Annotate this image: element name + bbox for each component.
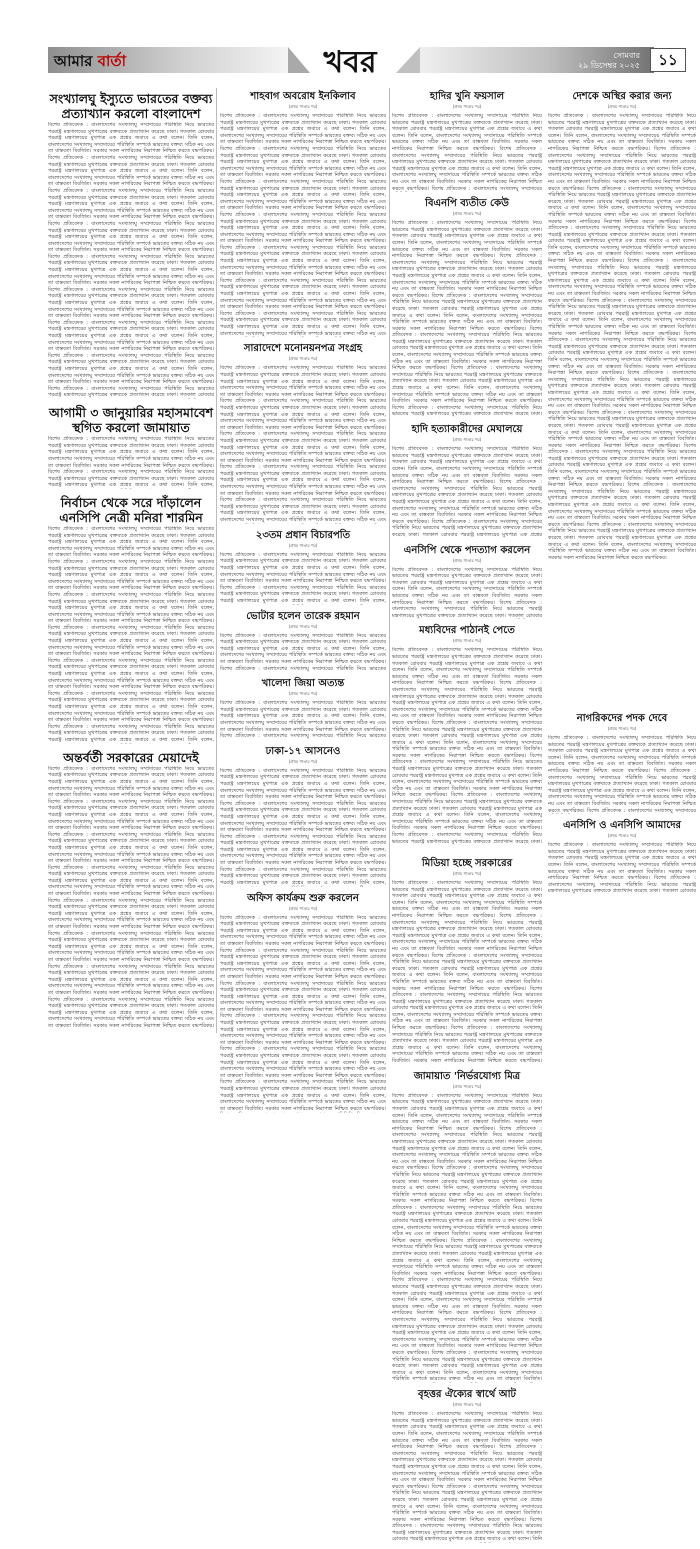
- story-body: বিশেষ প্রতিবেদক : বাংলাদেশের সংখ্যালঘু সম্প্রদায়ের পরিস্থিতি নিয়ে ভারতের পররাষ্ট্র মন্ত্রণালয়ের মুখপাত্রের বক্তব্যকে প্রত্যাখ্যান করেছে ঢাকা। গতকাল রোববার পররাষ্ট্র মন্ত্রণালয়ের মুখপাত্র এক প্রশ্নের জবাবে এ কথা বলেন। তিনি বলেন, বাংলাদেশের সংখ্যালঘু সম্প্রদায়ের পরিস্থিতি সম্পর্কে ভারতের বক্তব্য সঠিক নয় এবং তা বাস্তবতা বিবর্জিত। সরকার সকল নাগরিকের নিরাপত্তা নিশ্চিত করতে বদ্ধপরিকর। বিশেষ প্রতিবেদক : বাংলাদেশের সংখ্যালঘু সম্প্রদায়ের পরিস্থিতি নিয়ে ভারতের পররাষ্ট্র মন্ত্রণালয়ের মুখপাত্রের বক্তব্যকে প্রত্যাখ্যান করেছে ঢাকা। গতকাল রোববার পররাষ্ট্র মন্ত্রণালয়ের মুখপাত্র এক প্রশ্নের জবাবে এ কথা বলেন। তিনি বলেন, বাংলাদেশের সংখ্যালঘু সম্প্রদায়ের পরিস্থিতি সম্পর্কে ভারতের বক্তব্য সঠিক নয় এবং তা বাস্তবতা বিবর্জিত। সরকার সকল নাগরিকের নিরাপত্তা নিশ্চিত করতে বদ্ধপরিকর। বিশেষ প্রতিবেদক : বাংলাদেশের সংখ্যালঘু সম্প্রদায়ের: [548, 735, 696, 814]
- story-body: বিশেষ প্রতিবেদক : বাংলাদেশের সংখ্যালঘু সম্প্রদায়ের পরিস্থিতি নিয়ে ভারতের পররাষ্ট্র মন্ত্রণালয়ের মুখপাত্রের বক্তব্যকে প্রত্যাখ্যান করেছে ঢাকা। গতকাল রোববার পররাষ্ট্র মন্ত্রণালয়ের মুখপাত্র এক প্রশ্নের জবাবে এ কথা বলেন। তিনি বলেন, বাংলাদেশের সংখ্যালঘু সম্প্রদায়ের পরিস্থিতি সম্পর্কে ভারতের বক্তব্য সঠিক নয় এবং তা বাস্তবতা বিবর্জিত। সরকার সকল নাগরিকের নিরাপত্তা নিশ্চিত করতে বদ্ধপরিকর। বিশেষ প্রতিবেদক : বাংলাদেশের সংখ্যালঘু সম্প্রদায়ের পরিস্থিতি নিয়ে ভারতের পররাষ্ট্র মন্ত্রণালয়ের মুখপাত্রের বক্তব্যকে প্রত্যাখ্যান করেছে ঢাকা। গতকাল রোববার পররাষ্ট্র মন্ত্রণালয়ের মুখপাত্র এক প্রশ্নের জবাবে এ কথা বলেন। তিনি বলেন, বাংলাদেশের সংখ্যালঘু সম্প্রদায়ের পরিস্থিতি সম্পর্কে ভারতের বক্তব্য সঠিক নয় এবং তা বাস্তবতা বিবর্জিত। সরকার সকল নাগরিকের নিরাপত্তা নিশ্চিত করতে বদ্ধপরিকর। বিশেষ প্রতিবেদক : বাংলাদেশের সংখ্যালঘু সম্প্রদায়ের পরিস্থিতি নিয়ে ভারতের পররাষ্ট্র মন্ত্রণালয়ের মুখপাত্রের বক্তব্যকে প্রত্যাখ্যান করেছে ঢাকা। গতকাল রোববার পররাষ্ট্র মন্ত্রণালয়ের মুখপাত্র এক প্রশ্নের জবাবে এ কথা বলেন। তিনি বলেন, বাংলাদেশের সংখ্যালঘু সম্প্রদায়ের পরিস্থিতি সম্পর্কে ভারতের বক্তব্য সঠিক নয় এবং তা বাস্তবতা বিবর্জিত। সরকার সকল নাগরিকের নিরাপত্তা নিশ্চিত করতে বদ্ধপরিকর। বিশেষ প্রতিবেদক : বাংলাদেশের সংখ্যালঘু সম্প্রদায়ের পরিস্থিতি নিয়ে ভারতের পররাষ্ট্র মন্ত্রণালয়ের মুখপাত্রের বক্তব্যকে প্রত্যাখ্যান করেছে ঢাকা। গতকাল রোববার পররাষ্ট্র মন্ত্রণালয়ের মুখপাত্র এক প্রশ্নের জবাবে এ কথা বলেন। তিনি বলেন, বাংলাদেশের সংখ্যালঘু সম্প্রদায়ের পরিস্থিতি সম্পর্কে ভারতের বক্তব্য সঠিক নয় এবং তা বাস্তবতা বিবর্জিত। সরকার সকল নাগরিকের নিরাপত্তা নিশ্চিত করতে বদ্ধপরিকর। বিশেষ প্রতিবেদক : বাংলাদেশের সংখ্যালঘু সম্প্রদায়ের পরিস্থিতি নিয়ে ভারতের পররাষ্ট্র মন্ত্রণালয়ের মুখপাত্রের বক্তব্যকে প্রত্যাখ্যান করেছে ঢাকা। গতকাল রোববার পররাষ্ট্র মন্ত্রণালয়ের মুখপাত্র এক প্রশ্নের জবাবে এ কথা বলেন। তিনি বলেন, বাংলাদেশের সংখ্যালঘু সম্প্রদায়ের পরিস্থিতি সম্পর্কে ভারতের বক্তব্য সঠিক নয় এবং তা বাস্তবতা বিবর্জিত। সরকার সকল নাগরিকের নিরাপত্তা নিশ্চিত করতে বদ্ধপরিকর। বিশেষ প্রতিবেদক : বাংলাদেশের সংখ্যালঘু সম্প্রদায়ের পরিস্থিতি নিয়ে ভারতের পররাষ্ট্র মন্ত্রণালয়ের মুখপাত্রের বক্তব্যকে প্রত্যাখ্যান করেছে ঢাকা। গতকাল রোববার পররাষ্ট্র মন্ত্রণালয়ের মুখপাত্র এক প্রশ্নের জবাবে এ কথা বলেন। তিনি বলেন, বাংলাদেশের সংখ্যালঘু সম্প্রদায়ের পরিস্থিতি সম্পর্কে ভারতের বক্তব্য সঠিক নয় এবং তা বাস্তবতা বিবর্জিত। সরকার সকল নাগরিকের নিরাপত্তা নিশ্চিত করতে বদ্ধপরিকর। বিশেষ প্রতিবেদক : বাংলাদেশের সংখ্যালঘু সম্প্রদায়ের পরিস্থিতি নিয়ে ভারতের পররাষ্ট্র মন্ত্রণালয়ের মুখপাত্রের বক্তব্যকে প্রত্যাখ্যান করেছে ঢাকা। গতকাল রোববার পররাষ্ট্র মন্ত্রণালয়ের মুখপাত্র এক প্রশ্নের জবাবে এ কথা বলেন। তিনি বলেন, বাংলাদেশের সংখ্যালঘু সম্প্রদায়ের পরিস্থিতি সম্পর্কে ভারতের বক্তব্য সঠিক নয় এবং তা বাস্তবতা বিবর্জিত। সরকার সকল নাগরিকের নিরাপত্তা নিশ্চিত করতে বদ্ধপরিকর। বিশেষ প্রতিবেদক : বাংলাদেশের সংখ্যালঘু সম্প্রদায়ের পরিস্থিতি নিয়ে ভারতের পররাষ্ট্র মন্ত্রণালয়ের মুখপাত্রের বক্তব্যকে প্রত্যাখ্যান করেছে ঢাকা। গতকাল রোববার পররাষ্ট্র মন্ত্রণালয়ের মুখপাত্র এক প্রশ্নের জবাবে এ কথা বলেন। তিনি বলেন, বাংলাদেশের সংখ্যালঘু সম্প্রদায়ের পরিস্থিতি সম্পর্কে ভারতের বক্তব্য সঠিক নয় এবং তা বাস্তবতা বিবর্জিত।: [392, 1092, 542, 1383]
- continued-from-label: (প্রথম পাতার পর): [452, 871, 482, 876]
- column-1: [48, 88, 214, 1036]
- column-divider: [389, 88, 390, 1033]
- story-headline[interactable]: এনসিপি থেকে পদত্যাগ করলেন: [403, 544, 531, 556]
- logo-text-accent: বার্তা: [97, 52, 126, 70]
- page-number: ১১: [650, 48, 686, 72]
- column-3: [392, 88, 542, 851]
- story-body: বিশেষ প্রতিবেদক : বাংলাদেশের সংখ্যালঘু সম্প্রদায়ের পরিস্থিতি নিয়ে ভারতের পররাষ্ট্র মন্ত্রণালয়ের মুখপাত্রের বক্তব্যকে প্রত্যাখ্যান করেছে ঢাকা। গতকাল রোববার পররাষ্ট্র মন্ত্রণালয়ের মুখপাত্র এক প্রশ্নের জবাবে এ কথা বলেন। তিনি বলেন, বাংলাদেশের সংখ্যালঘু সম্প্রদায়ের পরিস্থিতি সম্পর্কে ভারতের বক্তব্য সঠিক নয় এবং তা বাস্তবতা বিবর্জিত। সরকার সকল নাগরিকের নিরাপত্তা নিশ্চিত করতে বদ্ধপরিকর। বিশেষ প্রতিবেদক : বাংলাদেশের সংখ্যালঘু সম্প্রদায়ের পরিস্থিতি নিয়ে ভারতের পররাষ্ট্র মন্ত্রণালয়ের মুখপাত্রের বক্তব্যকে প্রত্যাখ্যান করেছে ঢাকা। গতকাল রোববার পররাষ্ট্র মন্ত্রণালয়ের মুখপাত্র এক প্রশ্নের জবাবে এ কথা বলেন। তিনি বলেন, বাংলাদেশের সংখ্যালঘু সম্প্রদায়ের পরিস্থিতি সম্পর্কে ভারতের বক্তব্য সঠিক নয় এবং তা বাস্তবতা বিবর্জিত। সরকার সকল নাগরিকের নিরাপত্তা নিশ্চিত করতে বদ্ধপরিকর। বিশেষ প্রতিবেদক : বাংলাদেশের সংখ্যালঘু সম্প্রদায়ের পরিস্থিতি নিয়ে ভারতের পররাষ্ট্র মন্ত্রণালয়ের মুখপাত্রের বক্তব্যকে প্রত্যাখ্যান করেছে ঢাকা। গতকাল রোববার পররাষ্ট্র মন্ত্রণালয়ের মুখপাত্র এক প্রশ্নের জবাবে এ কথা বলেন। তিনি বলেন, বাংলাদেশের সংখ্যালঘু সম্প্রদায়ের পরিস্থিতি সম্পর্কে ভারতের বক্তব্য সঠিক নয় এবং তা বাস্তবতা বিবর্জিত। সরকার সকল নাগরিকের নিরাপত্তা নিশ্চিত করতে বদ্ধপরিকর। বিশেষ প্রতিবেদক : বাংলাদেশের সংখ্যালঘু সম্প্রদায়ের পরিস্থিতি নিয়ে ভারতের পররাষ্ট্র মন্ত্রণালয়ের মুখপাত্রের বক্তব্যকে প্রত্যাখ্যান করেছে ঢাকা। গতকাল রোববার পররাষ্ট্র মন্ত্রণালয়ের মুখপাত্র এক প্রশ্নের জবাবে এ কথা বলেন। তিনি বলেন, বাংলাদেশের সংখ্যালঘু সম্প্রদায়ের পরিস্থিতি সম্পর্কে ভারতের বক্তব্য সঠিক নয় এবং তা বাস্তবতা বিবর্জিত। সরকার সকল নাগরিকের নিরাপত্তা নিশ্চিত করতে বদ্ধপরিকর। বিশেষ প্রতিবেদক : বাংলাদেশের সংখ্যালঘু সম্প্রদায়ের পরিস্থিতি নিয়ে ভারতের পররাষ্ট্র মন্ত্রণালয়ের মুখপাত্রের বক্তব্যকে প্রত্যাখ্যান করেছে ঢাকা। গতকাল রোববার পররাষ্ট্র মন্ত্রণালয়ের মুখপাত্র এক প্রশ্নের জবাবে এ কথা বলেন। তিনি বলেন, বাংলাদেশের সংখ্যালঘু সম্প্রদায়ের পরিস্থিতি সম্পর্কে ভারতের বক্তব্য সঠিক নয় এবং তা বাস্তবতা বিবর্জিত। সরকার সকল নাগরিকের নিরাপত্তা নিশ্চিত করতে বদ্ধপরিকর। বিশেষ প্রতিবেদক : বাংলাদেশের সংখ্যালঘু সম্প্রদায়ের পরিস্থিতি নিয়ে ভারতের পররাষ্ট্র মন্ত্রণালয়ের মুখপাত্রের বক্তব্যকে প্রত্যাখ্যান করেছে ঢাকা। গতকাল রোববার পররাষ্ট্র মন্ত্রণালয়ের মুখপাত্র এক প্রশ্নের জবাবে এ কথা বলেন। তিনি বলেন, বাংলাদেশের সংখ্যালঘু সম্প্রদায়ের পরিস্থিতি সম্পর্কে ভারতের বক্তব্য সঠিক নয় এবং তা বাস্তবতা বিবর্জিত। সরকার সকল নাগরিকের নিরাপত্তা নিশ্চিত করতে বদ্ধপরিকর।: [220, 914, 386, 1112]
- news-story: [48, 495, 214, 744]
- story-body: বিশেষ প্রতিবেদক : বাংলাদেশের সংখ্যালঘু সম্প্রদায়ের পরিস্থিতি নিয়ে ভারতের পররাষ্ট্র মন্ত্রণালয়ের মুখপাত্রের বক্তব্যকে প্রত্যাখ্যান করেছে ঢাকা। গতকাল রোববার পররাষ্ট্র মন্ত্রণালয়ের মুখপাত্র এক প্রশ্নের জবাবে এ কথা বলেন। তিনি বলেন, বাংলাদেশের সংখ্যালঘু সম্প্রদায়ের পরিস্থিতি সম্পর্কে ভারতের বক্তব্য সঠিক নয় এবং তা বাস্তবতা বিবর্জিত। সরকার সকল নাগরিকের নিরাপত্তা নিশ্চিত করতে বদ্ধপরিকর। বিশেষ প্রতিবেদক : বাংলাদেশের সংখ্যালঘু সম্প্রদায়ের পরিস্থিতি নিয়ে ভারতের পররাষ্ট্র মন্ত্রণালয়ের মুখপাত্রের বক্তব্যকে প্রত্যাখ্যান করেছে ঢাকা। গতকাল রোববার পররাষ্ট্র মন্ত্রণালয়ের মুখপাত্র এক প্রশ্নের জবাবে এ কথা বলেন। তিনি বলেন, বাংলাদেশের সংখ্যালঘু সম্প্রদায়ের পরিস্থিতি সম্পর্কে ভারতের বক্তব্য সঠিক নয় এবং তা বাস্তবতা বিবর্জিত। সরকার সকল নাগরিকের নিরাপত্তা নিশ্চিত করতে বদ্ধপরিকর। বিশেষ প্রতিবেদক : বাংলাদেশের সংখ্যালঘু সম্প্রদায়ের পরিস্থিতি নিয়ে ভারতের পররাষ্ট্র মন্ত্রণালয়ের মুখপাত্রের বক্তব্যকে প্রত্যাখ্যান করেছে ঢাকা। গতকাল রোববার পররাষ্ট্র মন্ত্রণালয়ের মুখপাত্র এক প্রশ্নের জবাবে এ কথা বলেন। তিনি বলেন, বাংলাদেশের সংখ্যালঘু সম্প্রদায়ের পরিস্থিতি সম্পর্কে ভারতের বক্তব্য সঠিক নয় এবং তা বাস্তবতা বিবর্জিত। সরকার সকল নাগরিকের নিরাপত্তা নিশ্চিত করতে বদ্ধপরিকর। বিশেষ প্রতিবেদক : বাংলাদেশের সংখ্যালঘু সম্প্রদায়ের পরিস্থিতি নিয়ে ভারতের পররাষ্ট্র মন্ত্রণালয়ের মুখপাত্রের বক্তব্যকে প্রত্যাখ্যান করেছে ঢাকা। গতকাল রোববার পররাষ্ট্র মন্ত্রণালয়ের মুখপাত্র এক প্রশ্নের জবাবে এ কথা বলেন। তিনি বলেন, বাংলাদেশের সংখ্যালঘু সম্প্রদায়ের পরিস্থিতি সম্পর্কে ভারতের বক্তব্য সঠিক নয় এবং তা বাস্তবতা বিবর্জিত। সরকার সকল নাগরিকের নিরাপত্তা নিশ্চিত করতে বদ্ধপরিকর। বিশেষ প্রতিবেদক : বাংলাদেশের সংখ্যালঘু সম্প্রদায়ের পরিস্থিতি নিয়ে ভারতের পররাষ্ট্র মন্ত্রণালয়ের মুখপাত্রের বক্তব্যকে প্রত্যাখ্যান করেছে ঢাকা। গতকাল রোববার পররাষ্ট্র মন্ত্রণালয়ের মুখপাত্র এক প্রশ্নের জবাবে এ কথা বলেন। তিনি বলেন, বাংলাদেশের সংখ্যালঘু সম্প্রদায়ের পরিস্থিতি সম্পর্কে ভারতের বক্তব্য সঠিক নয় এবং তা বাস্তবতা বিবর্জিত। সরকার সকল নাগরিকের নিরাপত্তা নিশ্চিত করতে বদ্ধপরিকর। বিশেষ প্রতিবেদক : বাংলাদেশের সংখ্যালঘু সম্প্রদায়ের পরিস্থিতি নিয়ে ভারতের পররাষ্ট্র মন্ত্রণালয়ের মুখপাত্রের বক্তব্যকে প্রত্যাখ্যান করেছে ঢাকা। গতকাল রোববার পররাষ্ট্র মন্ত্রণালয়ের মুখপাত্র এক প্রশ্নের জবাবে এ কথা বলেন। তিনি বলেন, বাংলাদেশের সংখ্যালঘু সম্প্রদায়ের পরিস্থিতি সম্পর্কে ভারতের বক্তব্য সঠিক নয় এবং তা বাস্তবতা বিবর্জিত। সরকার সকল নাগরিকের নিরাপত্তা নিশ্চিত করতে বদ্ধপরিকর। বিশেষ প্রতিবেদক : বাংলাদেশের সংখ্যালঘু সম্প্রদায়ের পরিস্থিতি নিয়ে ভারতের পররাষ্ট্র মন্ত্রণালয়ের মুখপাত্রের বক্তব্যকে প্রত্যাখ্যান করেছে ঢাকা। গতকাল রোববার পররাষ্ট্র মন্ত্রণালয়ের মুখপাত্র এক প্রশ্নের জবাবে এ কথা বলেন। তিনি বলেন, বাংলাদেশের সংখ্যালঘু সম্প্রদায়ের পরিস্থিতি সম্পর্কে ভারতের বক্তব্য সঠিক নয় এবং: [220, 113, 386, 337]
- news-story: [220, 893, 386, 1113]
- continued-from-label: (প্রথম পাতার পর): [452, 211, 482, 217]
- news-story: [392, 91, 542, 192]
- continued-from-label: (প্রথম পাতার পর): [288, 691, 318, 697]
- story-body: বিশেষ প্রতিবেদক : বাংলাদেশের সংখ্যালঘু সম্প্রদায়ের পরিস্থিতি নিয়ে ভারতের পররাষ্ট্র মন্ত্রণালয়ের মুখপাত্রের বক্তব্যকে প্রত্যাখ্যান করেছে ঢাকা। গতকাল রোববার পররাষ্ট্র মন্ত্রণালয়ের মুখপাত্র এক প্রশ্নের জবাবে এ কথা বলেন। তিনি বলেন, বাংলাদেশের সংখ্যালঘু সম্প্রদায়ের পরিস্থিতি সম্পর্কে ভারতের বক্তব্য সঠিক নয় এবং তা বাস্তবতা বিবর্জিত। সরকার সকল নাগরিকের নিরাপত্তা নিশ্চিত করতে বদ্ধপরিকর। বিশেষ প্রতিবেদক : বাংলাদেশের সংখ্যালঘু সম্প্রদায়ের পরিস্থিতি নিয়ে ভারতের পররাষ্ট্র মন্ত্রণালয়ের মুখপাত্রের বক্তব্যকে প্রত্যাখ্যান করেছে ঢাকা। গতকাল রোববার পররাষ্ট্র মন্ত্রণালয়ের মুখপাত্র এক প্রশ্নের জবাবে এ কথা বলেন। তিনি বলেন, বাংলাদেশের সংখ্যালঘু সম্প্রদায়ের পরিস্থিতি সম্পর্কে ভারতের বক্তব্য সঠিক নয় এবং তা বাস্তবতা বিবর্জিত। সরকার সকল নাগরিকের নিরাপত্তা নিশ্চিত করতে বদ্ধপরিকর। বিশেষ প্রতিবেদক : বাংলাদেশের সংখ্যালঘু সম্প্রদায়ের পরিস্থিতি নিয়ে ভারতের পররাষ্ট্র মন্ত্রণালয়ের মুখপাত্রের বক্তব্যকে প্রত্যাখ্যান করেছে ঢাকা। গতকাল রোববার পররাষ্ট্র মন্ত্রণালয়ের মুখপাত্র এক প্রশ্নের জবাবে এ কথা বলেন। তিনি বলেন, বাংলাদেশের সংখ্যালঘু সম্প্রদায়ের পরিস্থিতি সম্পর্কে ভারতের বক্তব্য সঠিক নয় এবং তা বাস্তবতা বিবর্জিত। সরকার সকল নাগরিকের নিরাপত্তা নিশ্চিত করতে বদ্ধপরিকর। বিশেষ প্রতিবেদক : বাংলাদেশের সংখ্যালঘু সম্প্রদায়ের পরিস্থিতি নিয়ে ভারতের পররাষ্ট্র মন্ত্রণালয়ের মুখপাত্রের বক্তব্যকে প্রত্যাখ্যান করেছে ঢাকা। গতকাল রোববার পররাষ্ট্র মন্ত্রণালয়ের মুখপাত্র এক প্রশ্নের জবাবে এ কথা বলেন। তিনি বলেন,: [220, 767, 386, 886]
- story-headline[interactable]: ২৩তম প্রধান বিচারপতি: [255, 529, 351, 541]
- issue-date: ২৯ ডিসেম্বর ২০২৫: [577, 61, 640, 70]
- continued-from-label: (প্রথম পাতার পর): [452, 557, 482, 563]
- story-headline[interactable]: খালেদা জিয়া অত্যন্ত: [261, 678, 345, 690]
- story-body: বিশেষ প্রতিবেদক : বাংলাদেশের সংখ্যালঘু সম্প্রদায়ের পরিস্থিতি নিয়ে ভারতের পররাষ্ট্র মন্ত্রণালয়ের মুখপাত্রের বক্তব্যকে প্রত্যাখ্যান করেছে ঢাকা। গতকাল রোববার পররাষ্ট্র মন্ত্রণালয়ের মুখপাত্র এক প্রশ্নের জবাবে এ কথা বলেন। তিনি বলেন, বাংলাদেশের সংখ্যালঘু সম্প্রদায়ের পরিস্থিতি সম্পর্কে ভারতের বক্তব্য সঠিক নয় এবং তা বাস্তবতা বিবর্জিত। সরকার সকল নাগরিকের নিরাপত্তা নিশ্চিত করতে বদ্ধপরিকর। বিশেষ প্রতিবেদক : বাংলাদেশের সংখ্যালঘু সম্প্রদায়ের পরিস্থিতি নিয়ে ভারতের পররাষ্ট্র মন্ত্রণালয়ের মুখপাত্রের বক্তব্যকে প্রত্যাখ্যান করেছে ঢাকা। গতকাল রোববার পররাষ্ট্র মন্ত্রণালয়ের মুখপাত্র এক প্রশ্নের জবাবে এ কথা বলেন। তিনি বলেন, বাংলাদেশের সংখ্যালঘু সম্প্রদায়ের পরিস্থিতি সম্পর্কে ভারতের বক্তব্য সঠিক নয় এবং তা বাস্তবতা বিবর্জিত। সরকার সকল নাগরিকের নিরাপত্তা নিশ্চিত করতে বদ্ধপরিকর। বিশেষ প্রতিবেদক : বাংলাদেশের সংখ্যালঘু সম্প্রদায়ের পরিস্থিতি নিয়ে ভারতের পররাষ্ট্র মন্ত্রণালয়ের মুখপাত্রের বক্তব্যকে প্রত্যাখ্যান করেছে ঢাকা। গতকাল রোববার পররাষ্ট্র মন্ত্রণালয়ের মুখপাত্র এক প্রশ্নের: [392, 446, 542, 538]
- column-divider: [216, 88, 217, 1033]
- story-body: বিশেষ প্রতিবেদক : বাংলাদেশের সংখ্যালঘু সম্প্রদায়ের পরিস্থিতি নিয়ে ভারতের পররাষ্ট্র মন্ত্রণালয়ের মুখপাত্রের বক্তব্যকে প্রত্যাখ্যান করেছে ঢাকা। গতকাল রোববার পররাষ্ট্র মন্ত্রণালয়ের মুখপাত্র এক প্রশ্নের জবাবে এ কথা বলেন। তিনি বলেন, বাংলাদেশের সংখ্যালঘু সম্প্রদায়ের পরিস্থিতি সম্পর্কে ভারতের বক্তব্য সঠিক নয় এবং তা বাস্তবতা বিবর্জিত। সরকার সকল নাগরিকের নিরাপত্তা নিশ্চিত করতে বদ্ধপরিকর। বিশেষ প্রতিবেদক : বাংলাদেশের সংখ্যালঘু সম্প্রদায়ের পরিস্থিতি নিয়ে ভারতের পররাষ্ট্র মন্ত্রণালয়ের মুখপাত্রের বক্তব্যকে প্রত্যাখ্যান করেছে ঢাকা। গতকাল রোববার পররাষ্ট্র মন্ত্রণালয়ের মুখপাত্র এক প্রশ্নের জবাবে এ কথা বলেন। তিনি বলেন, বাংলাদেশের সংখ্যালঘু সম্প্রদায়ের পরিস্থিতি সম্পর্কে ভারতের বক্তব্য সঠিক নয় এবং তা বাস্তবতা বিবর্জিত। সরকার সকল নাগরিকের নিরাপত্তা নিশ্চিত করতে বদ্ধপরিকর। বিশেষ প্রতিবেদক : বাংলাদেশের সংখ্যালঘু সম্প্রদায়ের পরিস্থিতি নিয়ে ভারতের পররাষ্ট্র মন্ত্রণালয়ের মুখপাত্রের বক্তব্যকে প্রত্যাখ্যান করেছে ঢাকা। গতকাল রোববার পররাষ্ট্র মন্ত্রণালয়ের মুখপাত্র এক প্রশ্নের জবাবে এ কথা বলেন। তিনি বলেন, বাংলাদেশের সংখ্যালঘু সম্প্রদায়ের পরিস্থিতি সম্পর্কে ভারতের বক্তব্য সঠিক নয় এবং তা বাস্তবতা বিবর্জিত। সরকার সকল নাগরিকের নিরাপত্তা নিশ্চিত করতে বদ্ধপরিকর। বিশেষ প্রতিবেদক : বাংলাদেশের সংখ্যালঘু সম্প্রদায়ের পরিস্থিতি নিয়ে ভারতের পররাষ্ট্র মন্ত্রণালয়ের মুখপাত্রের বক্তব্যকে প্রত্যাখ্যান করেছে ঢাকা। গতকাল রোববার পররাষ্ট্র মন্ত্রণালয়ের মুখপাত্র এক প্রশ্নের জবাবে এ কথা বলেন। তিনি বলেন, বাংলাদেশের সংখ্যালঘু সম্প্রদায়ের পরিস্থিতি সম্পর্কে ভারতের বক্তব্য সঠিক নয় এবং তা বাস্তবতা বিবর্জিত। সরকার সকল নাগরিকের নিরাপত্তা নিশ্চিত করতে বদ্ধপরিকর। বিশেষ প্রতিবেদক : বাংলাদেশের সংখ্যালঘু সম্প্রদায়ের পরিস্থিতি নিয়ে ভারতের পররাষ্ট্র মন্ত্রণালয়ের মুখপাত্রের বক্তব্যকে প্রত্যাখ্যান করেছে ঢাকা। গতকাল রোববার পররাষ্ট্র মন্ত্রণালয়ের মুখপাত্র এক প্রশ্নের জবাবে এ কথা বলেন। তিনি বলেন, বাংলাদেশের সংখ্যালঘু সম্প্রদায়ের পরিস্থিতি সম্পর্কে ভারতের বক্তব্য সঠিক নয় এবং তা বাস্তবতা বিবর্জিত। সরকার সকল নাগরিকের নিরাপত্তা নিশ্চিত করতে বদ্ধপরিকর। বিশেষ প্রতিবেদক : বাংলাদেশের সংখ্যালঘু সম্প্রদায়ের পরিস্থিতি নিয়ে ভারতের পররাষ্ট্র মন্ত্রণালয়ের মুখপাত্রের বক্তব্যকে প্রত্যাখ্যান করেছে ঢাকা। গতকাল রোববার পররাষ্ট্র মন্ত্রণালয়ের মুখপাত্র এক প্রশ্নের জবাবে এ কথা বলেন। তিনি বলেন, বাংলাদেশের সংখ্যালঘু সম্প্রদায়ের পরিস্থিতি সম্পর্কে ভারতের বক্তব্য সঠিক নয় এবং তা বাস্তবতা বিবর্জিত। সরকার সকল নাগরিকের নিরাপত্তা নিশ্চিত করতে বদ্ধপরিকর। বিশেষ প্রতিবেদক : বাংলাদেশের সংখ্যালঘু সম্প্রদায়ের পরিস্থিতি নিয়ে ভারতের পররাষ্ট্র মন্ত্রণালয়ের মুখপাত্রের বক্তব্যকে প্রত্যাখ্যান করেছে ঢাকা। গতকাল রোববার পররাষ্ট্র মন্ত্রণালয়ের মুখপাত্র এক প্রশ্নের জবাবে এ কথা বলেন। তিনি বলেন, বাংলাদেশের সংখ্যালঘু সম্প্রদায়ের পরিস্থিতি সম্পর্কে ভারতের বক্তব্য সঠিক নয় এবং তা বাস্তবতা বিবর্জিত। সরকার সকল নাগরিকের নিরাপত্তা নিশ্চিত করতে বদ্ধপরিকর। বিশেষ প্রতিবেদক : বাংলাদেশের সংখ্যালঘু সম্প্রদায়ের পরিস্থিতি নিয়ে ভারতের পররাষ্ট্র মন্ত্রণালয়ের মুখপাত্রের বক্তব্যকে প্রত্যাখ্যান করেছে ঢাকা। গতকাল রোববার পররাষ্ট্র মন্ত্রণালয়ের মুখপাত্র এক প্রশ্নের জবাবে এ কথা বলেন। তিনি বলেন, বাংলাদেশের সংখ্যালঘু সম্প্রদায়ের পরিস্থিতি সম্পর্কে ভারতের বক্তব্য সঠিক নয় এবং তা বাস্তবতা বিবর্জিত। সরকার সকল নাগরিকের নিরাপত্তা নিশ্চিত করতে বদ্ধপরিকর।: [48, 765, 214, 1029]
- story-body: বিশেষ প্রতিবেদক : বাংলাদেশের সংখ্যালঘু সম্প্রদায়ের পরিস্থিতি নিয়ে ভারতের পররাষ্ট্র মন্ত্রণালয়ের মুখপাত্রের বক্তব্যকে প্রত্যাখ্যান করেছে ঢাকা। গতকাল রোববার পররাষ্ট্র মন্ত্রণালয়ের মুখপাত্র এক প্রশ্নের জবাবে এ কথা বলেন। তিনি বলেন, বাংলাদেশের সংখ্যালঘু সম্প্রদায়ের পরিস্থিতি সম্পর্কে ভারতের বক্তব্য সঠিক নয় এবং তা বাস্তবতা বিবর্জিত। সরকার সকল নাগরিকের নিরাপত্তা নিশ্চিত করতে বদ্ধপরিকর। বিশেষ প্রতিবেদক : বাংলাদেশের সংখ্যালঘু সম্প্রদায়ের পরিস্থিতি নিয়ে ভারতের পররাষ্ট্র মন্ত্রণালয়ের মুখপাত্রের বক্তব্যকে প্রত্যাখ্যান করেছে ঢাকা। গতকাল রোববার পররাষ্ট্র মন্ত্রণালয়ের মুখপাত্র এক প্রশ্নের জবাবে এ কথা বলেন। তিনি বলেন, বাংলাদেশের সংখ্যালঘু সম্প্রদায়ের পরিস্থিতি সম্পর্কে ভারতের বক্তব্য সঠিক নয় এবং তা বাস্তবতা বিবর্জিত। সরকার সকল নাগরিকের নিরাপত্তা নিশ্চিত করতে বদ্ধপরিকর। বিশেষ প্রতিবেদক : বাংলাদেশের সংখ্যালঘু সম্প্রদায়ের পরিস্থিতি নিয়ে ভারতের পররাষ্ট্র মন্ত্রণালয়ের মুখপাত্রের বক্তব্যকে প্রত্যাখ্যান করেছে ঢাকা। গতকাল রোববার পররাষ্ট্র মন্ত্রণালয়ের মুখপাত্র এক প্রশ্নের জবাবে এ কথা বলেন। তিনি বলেন, বাংলাদেশের সংখ্যালঘু সম্প্রদায়ের পরিস্থিতি সম্পর্কে ভারতের বক্তব্য সঠিক নয় এবং তা বাস্তবতা বিবর্জিত। সরকার সকল নাগরিকের নিরাপত্তা নিশ্চিত করতে বদ্ধপরিকর। বিশেষ প্রতিবেদক : বাংলাদেশের সংখ্যালঘু সম্প্রদায়ের পরিস্থিতি নিয়ে ভারতের পররাষ্ট্র মন্ত্রণালয়ের মুখপাত্রের বক্তব্যকে প্রত্যাখ্যান করেছে ঢাকা। গতকাল রোববার পররাষ্ট্র মন্ত্রণালয়ের মুখপাত্র এক প্রশ্নের জবাবে এ কথা বলেন। তিনি বলেন, বাংলাদেশের সংখ্যালঘু সম্প্রদায়ের পরিস্থিতি সম্পর্কে ভারতের বক্তব্য সঠিক নয় এবং তা বাস্তবতা বিবর্জিত। সরকার সকল নাগরিকের নিরাপত্তা নিশ্চিত করতে বদ্ধপরিকর। বিশেষ প্রতিবেদক : বাংলাদেশের সংখ্যালঘু সম্প্রদায়ের পরিস্থিতি নিয়ে ভারতের পররাষ্ট্র মন্ত্রণালয়ের মুখপাত্রের বক্তব্যকে প্রত্যাখ্যান করেছে ঢাকা। গতকাল রোববার পররাষ্ট্র মন্ত্রণালয়ের মুখপাত্র এক প্রশ্নের জবাবে এ কথা বলেন। তিনি বলেন, বাংলাদেশের সংখ্যালঘু সম্প্রদায়ের পরিস্থিতি সম্পর্কে ভারতের বক্তব্য সঠিক নয় এবং তা বাস্তবতা বিবর্জিত। সরকার সকল নাগরিকের নিরাপত্তা নিশ্চিত করতে বদ্ধপরিকর। বিশেষ প্রতিবেদক : বাংলাদেশের সংখ্যালঘু সম্প্রদায়ের পরিস্থিতি নিয়ে ভারতের পররাষ্ট্র মন্ত্রণালয়ের মুখপাত্রের বক্তব্যকে প্রত্যাখ্যান করেছে ঢাকা। গতকাল রোববার পররাষ্ট্র মন্ত্রণালয়ের মুখপাত্র এক প্রশ্নের জবাবে এ কথা বলেন। তিনি বলেন, বাংলাদেশের সংখ্যালঘু সম্প্রদায়ের পরিস্থিতি সম্পর্কে ভারতের বক্তব্য সঠিক নয় এবং তা বাস্তবতা বিবর্জিত। সরকার সকল নাগরিকের নিরাপত্তা নিশ্চিত করতে বদ্ধপরিকর। বিশেষ প্রতিবেদক : বাংলাদেশের সংখ্যালঘু সম্প্রদায়ের পরিস্থিতি নিয়ে ভারতের পররাষ্ট্র মন্ত্রণালয়ের মুখপাত্রের বক্তব্যকে প্রত্যাখ্যান করেছে ঢাকা। গতকাল রোববার পররাষ্ট্র মন্ত্রণালয়ের মুখপাত্র এক প্রশ্নের জবাবে এ কথা বলেন। তিনি বলেন, বাংলাদেশের সংখ্যালঘু সম্প্রদায়ের পরিস্থিতি সম্পর্কে ভারতের বক্তব্য সঠিক নয় এবং তা বাস্তবতা বিবর্জিত। সরকার সকল নাগরিকের নিরাপত্তা নিশ্চিত করতে বদ্ধপরিকর। বিশেষ প্রতিবেদক : বাংলাদেশের সংখ্যালঘু সম্প্রদায়ের পরিস্থিতি নিয়ে ভারতের পররাষ্ট্র মন্ত্রণালয়ের মুখপাত্রের বক্তব্যকে প্রত্যাখ্যান করেছে ঢাকা। গতকাল রোববার পররাষ্ট্র মন্ত্রণালয়ের মুখপাত্র এক প্রশ্নের জবাবে এ কথা বলেন। তিনি বলেন, বাংলাদেশের সংখ্যালঘু সম্প্রদায়ের পরিস্থিতি সম্পর্কে ভারতের বক্তব্য সঠিক নয় এবং তা বাস্তবতা বিবর্জিত। সরকার সকল নাগরিকের নিরাপত্তা নিশ্চিত করতে বদ্ধপরিকর। বিশেষ প্রতিবেদক : বাংলাদেশের সংখ্যালঘু সম্প্রদায়ের পরিস্থিতি নিয়ে ভারতের পররাষ্ট্র মন্ত্রণালয়ের মুখপাত্রের বক্তব্যকে প্রত্যাখ্যান করেছে ঢাকা। গতকাল রোববার পররাষ্ট্র মন্ত্রণালয়ের মুখপাত্র এক প্রশ্নের জবাবে এ কথা বলেন। তিনি বলেন, বাংলাদেশের সংখ্যালঘু সম্প্রদায়ের পরিস্থিতি সম্পর্কে ভারতের বক্তব্য সঠিক নয় এবং তা বাস্তবতা বিবর্জিত। সরকার সকল নাগরিকের নিরাপত্তা নিশ্চিত করতে বদ্ধপরিকর। বিশেষ প্রতিবেদক : বাংলাদেশের সংখ্যালঘু সম্প্রদায়ের পরিস্থিতি নিয়ে ভারতের পররাষ্ট্র মন্ত্রণালয়ের মুখপাত্রের বক্তব্যকে প্রত্যাখ্যান করেছে ঢাকা। গতকাল রোববার পররাষ্ট্র মন্ত্রণালয়ের মুখপাত্র এক প্রশ্নের জবাবে এ কথা বলেন। তিনি বলেন, বাংলাদেশের সংখ্যালঘু সম্প্রদায়ের পরিস্থিতি সম্পর্কে ভারতের বক্তব্য সঠিক নয় এবং তা বাস্তবতা বিবর্জিত। সরকার সকল নাগরিকের নিরাপত্তা নিশ্চিত করতে বদ্ধপরিকর। বিশেষ প্রতিবেদক : বাংলাদেশের সংখ্যালঘু সম্প্রদায়ের পরিস্থিতি নিয়ে ভারতের পররাষ্ট্র মন্ত্রণালয়ের মুখপাত্রের বক্তব্যকে প্রত্যাখ্যান করেছে ঢাকা। গতকাল রোববার পররাষ্ট্র মন্ত্রণালয়ের মুখপাত্র এক প্রশ্নের জবাবে এ কথা বলেন। তিনি বলেন, বাংলাদেশের সংখ্যালঘু সম্প্রদায়ের পরিস্থিতি সম্পর্কে ভারতের বক্তব্য সঠিক নয় এবং তা বাস্তবতা বিবর্জিত। সরকার সকল নাগরিকের নিরাপত্তা নিশ্চিত করতে বদ্ধপরিকর। বিশেষ প্রতিবেদক : বাংলাদেশের সংখ্যালঘু সম্প্রদায়ের পরিস্থিতি নিয়ে ভারতের পররাষ্ট্র মন্ত্রণালয়ের মুখপাত্রের বক্তব্যকে প্রত্যাখ্যান করেছে ঢাকা। গতকাল রোববার পররাষ্ট্র মন্ত্রণালয়ের মুখপাত্র এক প্রশ্নের জবাবে এ কথা বলেন। তিনি বলেন, বাংলাদেশের সংখ্যালঘু সম্প্রদায়ের পরিস্থিতি সম্পর্কে ভারতের বক্তব্য সঠিক নয় এবং তা বাস্তবতা বিবর্জিত। সরকার সকল নাগরিকের নিরাপত্তা নিশ্চিত করতে বদ্ধপরিকর।: [548, 113, 696, 561]
- news-story: [220, 91, 386, 337]
- continued-from-label: (প্রথম পাতার পর): [452, 1083, 482, 1089]
- story-body: বিশেষ প্রতিবেদক : বাংলাদেশের সংখ্যালঘু সম্প্রদায়ের পরিস্থিতি নিয়ে ভারতের পররাষ্ট্র মন্ত্রণালয়ের মুখপাত্রের বক্তব্যকে প্রত্যাখ্যান করেছে ঢাকা। গতকাল রোববার পররাষ্ট্র মন্ত্রণালয়ের মুখপাত্র এক প্রশ্নের জবাবে এ কথা বলেন। তিনি বলেন, বাংলাদেশের সংখ্যালঘু সম্প্রদায়ের পরিস্থিতি সম্পর্কে ভারতের বক্তব্য সঠিক নয় এবং তা বাস্তবতা বিবর্জিত। সরকার সকল নাগরিকের নিরাপত্তা নিশ্চিত করতে বদ্ধপরিকর। বিশেষ প্রতিবেদক : বাংলাদেশের সংখ্যালঘু সম্প্রদায়ের পরিস্থিতি নিয়ে ভারতের পররাষ্ট্র মন্ত্রণালয়ের মুখপাত্রের বক্তব্যকে প্রত্যাখ্যান করেছে ঢাকা। গতকাল রোববার পররাষ্ট্র মন্ত্রণালয়ের মুখপাত্র এক প্রশ্নের জবাবে এ কথা বলেন। তিনি বলেন, বাংলাদেশের সংখ্যালঘু সম্প্রদায়ের পরিস্থিতি সম্পর্কে ভারতের বক্তব্য সঠিক নয় এবং তা বাস্তবতা বিবর্জিত। সরকার সকল নাগরিকের নিরাপত্তা নিশ্চিত করতে বদ্ধপরিকর। বিশেষ প্রতিবেদক : বাংলাদেশের সংখ্যালঘু সম্প্রদায়ের পরিস্থিতি নিয়ে ভারতের পররাষ্ট্র মন্ত্রণালয়ের মুখপাত্রের বক্তব্যকে প্রত্যাখ্যান করেছে ঢাকা। গতকাল রোববার পররাষ্ট্র মন্ত্রণালয়ের মুখপাত্র এক প্রশ্নের জবাবে এ কথা বলেন। তিনি বলেন, বাংলাদেশের সংখ্যালঘু সম্প্রদায়ের পরিস্থিতি সম্পর্কে ভারতের বক্তব্য সঠিক নয় এবং তা বাস্তবতা বিবর্জিত। সরকার সকল নাগরিকের নিরাপত্তা নিশ্চিত করতে বদ্ধপরিকর। বিশেষ প্রতিবেদক : বাংলাদেশের সংখ্যালঘু সম্প্রদায়ের পরিস্থিতি নিয়ে ভারতের পররাষ্ট্র মন্ত্রণালয়ের মুখপাত্রের বক্তব্যকে প্রত্যাখ্যান করেছে ঢাকা। গতকাল রোববার পররাষ্ট্র মন্ত্রণালয়ের মুখপাত্র এক প্রশ্নের জবাবে এ কথা বলেন। তিনি বলেন, বাংলাদেশের সংখ্যালঘু সম্প্রদায়ের পরিস্থিতি সম্পর্কে ভারতের বক্তব্য সঠিক নয় এবং তা বাস্তবতা বিবর্জিত। সরকার সকল নাগরিকের নিরাপত্তা নিশ্চিত করতে বদ্ধপরিকর। বিশেষ প্রতিবেদক : বাংলাদেশের সংখ্যালঘু সম্প্রদায়ের পরিস্থিতি নিয়ে ভারতের পররাষ্ট্র মন্ত্রণালয়ের মুখপাত্রের বক্তব্যকে প্রত্যাখ্যান করেছে ঢাকা। গতকাল রোববার পররাষ্ট্র মন্ত্রণালয়ের মুখপাত্র এক প্রশ্নের জবাবে এ কথা বলেন। তিনি বলেন, বাংলাদেশের সংখ্যালঘু সম্প্রদায়ের পরিস্থিতি সম্পর্কে ভারতের বক্তব্য সঠিক নয় এবং তা বাস্তবতা বিবর্জিত। সরকার সকল নাগরিকের নিরাপত্তা নিশ্চিত করতে বদ্ধপরিকর। বিশেষ প্রতিবেদক : বাংলাদেশের সংখ্যালঘু সম্প্রদায়ের পরিস্থিতি নিয়ে ভারতের পররাষ্ট্র মন্ত্রণালয়ের মুখপাত্রের বক্তব্যকে প্রত্যাখ্যান করেছে ঢাকা।: [392, 647, 542, 845]
- story-body: বিশেষ প্রতিবেদক : বাংলাদেশের সংখ্যালঘু সম্প্রদায়ের পরিস্থিতি নিয়ে ভারতের পররাষ্ট্র মন্ত্রণালয়ের মুখপাত্রের বক্তব্যকে প্রত্যাখ্যান করেছে ঢাকা। গতকাল রোববার পররাষ্ট্র মন্ত্রণালয়ের মুখপাত্র এক প্রশ্নের জবাবে এ কথা বলেন। তিনি বলেন, বাংলাদেশের সংখ্যালঘু সম্প্রদায়ের পরিস্থিতি সম্পর্কে ভারতের বক্তব্য সঠিক নয় এবং তা বাস্তবতা বিবর্জিত। সরকার সকল নাগরিকের নিরাপত্তা নিশ্চিত করতে বদ্ধপরিকর। বিশেষ প্রতিবেদক : বাংলাদেশের সংখ্যালঘু সম্প্রদায়ের পরিস্থিতি নিয়ে ভারতের পররাষ্ট্র মন্ত্রণালয়ের মুখপাত্রের বক্তব্যকে প্রত্যাখ্যান করেছে ঢাকা। গতকাল রোববার পররাষ্ট্র মন্ত্রণালয়ের মুখপাত্র এক প্রশ্নের জবাবে এ কথা বলেন। তিনি বলেন, বাংলাদেশের সংখ্যালঘু সম্প্রদায়ের পরিস্থিতি সম্পর্কে ভারতের বক্তব্য সঠিক নয় এবং তা বাস্তবতা বিবর্জিত। সরকার সকল নাগরিকের নিরাপত্তা নিশ্চিত করতে বদ্ধপরিকর। বিশেষ প্রতিবেদক : বাংলাদেশের সংখ্যালঘু সম্প্রদায়ের পরিস্থিতি নিয়ে ভারতের পররাষ্ট্র মন্ত্রণালয়ের মুখপাত্রের বক্তব্যকে প্রত্যাখ্যান করেছে ঢাকা। গতকাল রোববার পররাষ্ট্র মন্ত্রণালয়ের মুখপাত্র এক প্রশ্নের জবাবে এ কথা বলেন। তিনি বলেন, বাংলাদেশের সংখ্যালঘু সম্প্রদায়ের পরিস্থিতি সম্পর্কে ভারতের বক্তব্য সঠিক নয় এবং তা বাস্তবতা বিবর্জিত। সরকার সকল নাগরিকের নিরাপত্তা নিশ্চিত করতে বদ্ধপরিকর। বিশেষ প্রতিবেদক : বাংলাদেশের সংখ্যালঘু সম্প্রদায়ের পরিস্থিতি নিয়ে ভারতের পররাষ্ট্র মন্ত্রণালয়ের মুখপাত্রের বক্তব্যকে প্রত্যাখ্যান করেছে ঢাকা। গতকাল রোববার পররাষ্ট্র মন্ত্রণালয়ের মুখপাত্র এক প্রশ্নের জবাবে এ কথা বলেন। তিনি বলেন, বাংলাদেশের সংখ্যালঘু সম্প্রদায়ের পরিস্থিতি সম্পর্কে ভারতের বক্তব্য সঠিক নয় এবং তা বাস্তবতা বিবর্জিত। সরকার সকল নাগরিকের নিরাপত্তা নিশ্চিত করতে বদ্ধপরিকর। বিশেষ প্রতিবেদক : বাংলাদেশের সংখ্যালঘু সম্প্রদায়ের পরিস্থিতি নিয়ে ভারতের পররাষ্ট্র মন্ত্রণালয়ের মুখপাত্রের বক্তব্যকে প্রত্যাখ্যান করেছে ঢাকা। গতকাল রোববার পররাষ্ট্র মন্ত্রণালয়ের মুখপাত্র এক প্রশ্নের জবাবে এ কথা বলেন। তিনি বলেন, বাংলাদেশের সংখ্যালঘু সম্প্রদায়ের পরিস্থিতি সম্পর্কে ভারতের বক্তব্য সঠিক নয় এবং তা বাস্তবতা বিবর্জিত। সরকার সকল নাগরিকের নিরাপত্তা নিশ্চিত করতে বদ্ধপরিকর।: [392, 880, 542, 1065]
- story-body: বিশেষ প্রতিবেদক : বাংলাদেশের সংখ্যালঘু সম্প্রদায়ের পরিস্থিতি নিয়ে ভারতের পররাষ্ট্র মন্ত্রণালয়ের মুখপাত্রের বক্তব্যকে প্রত্যাখ্যান করেছে ঢাকা। গতকাল রোববার পররাষ্ট্র মন্ত্রণালয়ের মুখপাত্র এক প্রশ্নের জবাবে এ কথা বলেন। তিনি বলেন, বাংলাদেশের সংখ্যালঘু সম্প্রদায়ের পরিস্থিতি সম্পর্কে ভারতের বক্তব্য সঠিক নয় এবং তা বাস্তবতা বিবর্জিত। সরকার সকল নাগরিকের নিরাপত্তা নিশ্চিত করতে বদ্ধপরিকর। বিশেষ প্রতিবেদক : বাংলাদেশের সংখ্যালঘু সম্প্রদায়ের পরিস্থিতি নিয়ে ভারতের পররাষ্ট্র মন্ত্রণালয়ের মুখপাত্রের বক্তব্যকে প্রত্যাখ্যান করেছে ঢাকা। গতকাল রোববার পররাষ্ট্র মন্ত্রণালয়ের মুখপাত্র এক প্রশ্নের জবাবে এ কথা বলেন। তিনি বলেন, বাংলাদেশের সংখ্যালঘু সম্প্রদায়ের পরিস্থিতি সম্পর্কে ভারতের বক্তব্য সঠিক নয় এবং তা বাস্তবতা বিবর্জিত। সরকার সকল নাগরিকের নিরাপত্তা নিশ্চিত করতে বদ্ধপরিকর। বিশেষ প্রতিবেদক : বাংলাদেশের সংখ্যালঘু সম্প্রদায়ের পরিস্থিতি নিয়ে ভারতের পররাষ্ট্র মন্ত্রণালয়ের মুখপাত্রের বক্তব্যকে প্রত্যাখ্যান করেছে ঢাকা। গতকাল রোববার পররাষ্ট্র মন্ত্রণালয়ের মুখপাত্র এক প্রশ্নের জবাবে এ কথা বলেন। তিনি বলেন, বাংলাদেশের সংখ্যালঘু সম্প্রদায়ের পরিস্থিতি সম্পর্কে ভারতের বক্তব্য সঠিক নয় এবং তা বাস্তবতা বিবর্জিত। সরকার সকল নাগরিকের নিরাপত্তা নিশ্চিত করতে বদ্ধপরিকর। বিশেষ প্রতিবেদক : বাংলাদেশের সংখ্যালঘু সম্প্রদায়ের পরিস্থিতি নিয়ে ভারতের পররাষ্ট্র মন্ত্রণালয়ের মুখপাত্রের বক্তব্যকে প্রত্যাখ্যান করেছে ঢাকা। গতকাল রোববার পররাষ্ট্র মন্ত্রণালয়ের মুখপাত্র এক প্রশ্নের জবাবে এ কথা বলেন। তিনি: [392, 1411, 542, 1543]
- story-headline[interactable]: অফিস কার্যক্রম শুরু করলেন: [247, 892, 359, 904]
- story-body: বিশেষ প্রতিবেদক : বাংলাদেশের সংখ্যালঘু সম্প্রদায়ের পরিস্থিতি নিয়ে ভারতের পররাষ্ট্র মন্ত্রণালয়ের মুখপাত্রের বক্তব্যকে প্রত্যাখ্যান করেছে ঢাকা। গতকাল রোববার পররাষ্ট্র মন্ত্রণালয়ের মুখপাত্র এক প্রশ্নের জবাবে এ কথা বলেন। তিনি বলেন, বাংলাদেশের সংখ্যালঘু সম্প্রদায়ের পরিস্থিতি সম্পর্কে ভারতের বক্তব্য সঠিক নয় এবং তা বাস্তবতা বিবর্জিত। সরকার সকল নাগরিকের নিরাপত্তা নিশ্চিত করতে বদ্ধপরিকর। বিশেষ প্রতিবেদক : বাংলাদেশের সংখ্যালঘু সম্প্রদায়ের পরিস্থিতি নিয়ে ভারতের পররাষ্ট্র মন্ত্রণালয়ের মুখপাত্রের বক্তব্যকে প্রত্যাখ্যান করেছে ঢাকা। গতকাল রোববার: [548, 842, 696, 895]
- continued-from-label: (প্রথম পাতার পর): [607, 104, 637, 109]
- continued-from-label: (প্রথম পাতার পর): [452, 104, 482, 109]
- masthead: [0, 0, 700, 80]
- story-headline[interactable]: সংখ্যালঘু ইস্যুতে ভারতের বক্তব্য প্রত্যাখ্যান করলো বাংলাদেশ: [49, 91, 213, 121]
- story-headline[interactable]: বিএনপি ব্যতীত কেউ: [425, 198, 509, 210]
- news-story: [392, 545, 542, 620]
- continued-from-label: (প্রথম পাতার পর): [288, 905, 318, 911]
- story-headline[interactable]: বৃহত্তর ঐক্যের স্বার্থে আট: [418, 1389, 516, 1401]
- story-headline[interactable]: এনসিপি ও এনসিপি আমাদের: [562, 820, 682, 832]
- news-story: [392, 1389, 542, 1543]
- continued-from-label: (প্রথম পাতার পর): [452, 638, 482, 644]
- story-body: বিশেষ প্রতিবেদক : বাংলাদেশের সংখ্যালঘু সম্প্রদায়ের পরিস্থিতি নিয়ে ভারতের পররাষ্ট্র মন্ত্রণালয়ের মুখপাত্রের বক্তব্যকে প্রত্যাখ্যান করেছে ঢাকা। গতকাল রোববার পররাষ্ট্র মন্ত্রণালয়ের মুখপাত্র এক প্রশ্নের জবাবে এ কথা বলেন। তিনি বলেন, বাংলাদেশের সংখ্যালঘু সম্প্রদায়ের পরিস্থিতি সম্পর্কে ভারতের বক্তব্য সঠিক নয় এবং তা বাস্তবতা বিবর্জিত। সরকার সকল নাগরিকের নিরাপত্তা নিশ্চিত করতে বদ্ধপরিকর। বিশেষ প্রতিবেদক : বাংলাদেশের সংখ্যালঘু সম্প্রদায়ের পরিস্থিতি নিয়ে ভারতের: [220, 700, 386, 740]
- news-story: [220, 611, 386, 673]
- story-headline[interactable]: নাগরিকদের পদক দেবে: [576, 713, 668, 724]
- section-title: খবর: [323, 45, 377, 80]
- news-story: [392, 1071, 542, 1383]
- story-headline[interactable]: শাহবাগ অবরোধ ইনকিলাব: [250, 91, 356, 102]
- news-story: [48, 91, 214, 399]
- continued-from-label: (প্রথম পাতার পর): [607, 833, 637, 839]
- newspaper-logo: [54, 50, 126, 75]
- continued-from-label: (প্রথম পাতার পর): [288, 758, 318, 764]
- news-story: [392, 424, 542, 538]
- continued-from-label: (প্রথম পাতার পর): [452, 437, 482, 443]
- news-story: [548, 713, 696, 814]
- story-headline[interactable]: ঢাকা-১৭ আসনেও: [265, 745, 341, 757]
- story-body: বিশেষ প্রতিবেদক : বাংলাদেশের সংখ্যালঘু সম্প্রদায়ের পরিস্থিতি নিয়ে ভারতের পররাষ্ট্র মন্ত্রণালয়ের মুখপাত্রের বক্তব্যকে প্রত্যাখ্যান করেছে ঢাকা। গতকাল রোববার পররাষ্ট্র মন্ত্রণালয়ের মুখপাত্র এক প্রশ্নের জবাবে এ কথা বলেন। তিনি বলেন, বাংলাদেশের সংখ্যালঘু সম্প্রদায়ের পরিস্থিতি সম্পর্কে ভারতের বক্তব্য সঠিক নয় এবং তা বাস্তবতা বিবর্জিত। সরকার সকল নাগরিকের নিরাপত্তা নিশ্চিত করতে বদ্ধপরিকর। বিশেষ প্রতিবেদক : বাংলাদেশের সংখ্যালঘু সম্প্রদায়ের পরিস্থিতি নিয়ে ভারতের পররাষ্ট্র মন্ত্রণালয়ের মুখপাত্রের বক্তব্যকে প্রত্যাখ্যান করেছে ঢাকা। গতকাল রোববার পররাষ্ট্র মন্ত্রণালয়ের মুখপাত্র এক প্রশ্নের জবাবে এ কথা বলেন। তিনি বলেন,: [220, 551, 386, 604]
- continued-from-label: (প্রথম পাতার পর): [288, 623, 318, 629]
- story-headline[interactable]: হাদির খুনি ফয়সাল: [429, 91, 505, 102]
- news-story: [220, 746, 386, 887]
- news-story: [48, 750, 214, 1030]
- story-body: বিশেষ প্রতিবেদক : বাংলাদেশের সংখ্যালঘু সম্প্রদায়ের পরিস্থিতি নিয়ে ভারতের পররাষ্ট্র মন্ত্রণালয়ের মুখপাত্রের বক্তব্যকে প্রত্যাখ্যান করেছে ঢাকা। গতকাল রোববার পররাষ্ট্র মন্ত্রণালয়ের মুখপাত্র এক প্রশ্নের জবাবে এ কথা বলেন। তিনি বলেন, বাংলাদেশের সংখ্যালঘু সম্প্রদায়ের পরিস্থিতি সম্পর্কে ভারতের বক্তব্য সঠিক নয় এবং তা বাস্তবতা বিবর্জিত। সরকার সকল নাগরিকের নিরাপত্তা নিশ্চিত করতে বদ্ধপরিকর। বিশেষ প্রতিবেদক : বাংলাদেশের সংখ্যালঘু সম্প্রদায়ের পরিস্থিতি নিয়ে ভারতের পররাষ্ট্র মন্ত্রণালয়ের মুখপাত্রের বক্তব্যকে প্রত্যাখ্যান করেছে ঢাকা। গতকাল রোববার: [392, 566, 542, 619]
- news-story: [220, 343, 386, 523]
- story-headline[interactable]: জামায়াত 'নির্ভরযোগ্য মিত্র: [413, 1070, 521, 1082]
- story-headline[interactable]: অন্তর্বর্তী সরকারের মেয়াদেই: [63, 749, 199, 765]
- news-story: [392, 198, 542, 418]
- column-2: [220, 88, 386, 1119]
- continued-from-label: (প্রথম পাতার পর): [288, 104, 318, 109]
- continued-from-label: (প্রথম পাতার পর): [288, 542, 318, 548]
- news-story: [548, 820, 696, 895]
- column-3b: [392, 855, 542, 1549]
- continued-from-label: (প্রথম পাতার পর): [607, 726, 637, 731]
- story-headline[interactable]: নির্বাচন থেকে সরে দাঁড়ালেন এনসিপি নেত্রী মনিরা শারমিন: [59, 494, 203, 525]
- issue-day: সোমবার: [613, 51, 640, 60]
- story-body: বিশেষ প্রতিবেদক : বাংলাদেশের সংখ্যালঘু সম্প্রদায়ের পরিস্থিতি নিয়ে ভারতের পররাষ্ট্র মন্ত্রণালয়ের মুখপাত্রের বক্তব্যকে প্রত্যাখ্যান করেছে ঢাকা। গতকাল রোববার পররাষ্ট্র মন্ত্রণালয়ের মুখপাত্র এক প্রশ্নের জবাবে এ কথা বলেন। তিনি বলেন, বাংলাদেশের সংখ্যালঘু সম্প্রদায়ের পরিস্থিতি সম্পর্কে ভারতের বক্তব্য সঠিক নয় এবং তা বাস্তবতা বিবর্জিত। সরকার সকল নাগরিকের নিরাপত্তা নিশ্চিত করতে বদ্ধপরিকর। বিশেষ প্রতিবেদক : বাংলাদেশের সংখ্যালঘু সম্প্রদায়ের পরিস্থিতি নিয়ে ভারতের পররাষ্ট্র মন্ত্রণালয়ের মুখপাত্রের বক্তব্যকে প্রত্যাখ্যান করেছে ঢাকা। গতকাল রোববার পররাষ্ট্র মন্ত্রণালয়ের মুখপাত্র এক প্রশ্নের জবাবে এ কথা বলেন। তিনি বলেন, বাংলাদেশের সংখ্যালঘু সম্প্রদায়ের পরিস্থিতি সম্পর্কে ভারতের বক্তব্য সঠিক নয় এবং তা বাস্তবতা বিবর্জিত। সরকার সকল নাগরিকের নিরাপত্তা নিশ্চিত করতে বদ্ধপরিকর। বিশেষ প্রতিবেদক : বাংলাদেশের সংখ্যালঘু সম্প্রদায়ের পরিস্থিতি নিয়ে ভারতের পররাষ্ট্র মন্ত্রণালয়ের মুখপাত্রের বক্তব্যকে প্রত্যাখ্যান করেছে ঢাকা। গতকাল রোববার পররাষ্ট্র মন্ত্রণালয়ের মুখপাত্র এক প্রশ্নের জবাবে এ কথা বলেন। তিনি বলেন, বাংলাদেশের সংখ্যালঘু সম্প্রদায়ের পরিস্থিতি সম্পর্কে ভারতের বক্তব্য সঠিক নয় এবং তা বাস্তবতা বিবর্জিত। সরকার সকল নাগরিকের নিরাপত্তা নিশ্চিত করতে বদ্ধপরিকর। বিশেষ প্রতিবেদক : বাংলাদেশের সংখ্যালঘু সম্প্রদায়ের পরিস্থিতি নিয়ে ভারতের পররাষ্ট্র মন্ত্রণালয়ের মুখপাত্রের বক্তব্যকে প্রত্যাখ্যান করেছে ঢাকা। গতকাল রোববার পররাষ্ট্র মন্ত্রণালয়ের মুখপাত্র এক প্রশ্নের জবাবে এ কথা বলেন। তিনি বলেন, বাংলাদেশের সংখ্যালঘু সম্প্রদায়ের পরিস্থিতি সম্পর্কে ভারতের বক্তব্য সঠিক নয় এবং তা বাস্তবতা বিবর্জিত। সরকার সকল নাগরিকের নিরাপত্তা নিশ্চিত করতে বদ্ধপরিকর। বিশেষ প্রতিবেদক : বাংলাদেশের সংখ্যালঘু সম্প্রদায়ের পরিস্থিতি নিয়ে ভারতের পররাষ্ট্র মন্ত্রণালয়ের মুখপাত্রের বক্তব্যকে প্রত্যাখ্যান করেছে ঢাকা। গতকাল রোববার পররাষ্ট্র মন্ত্রণালয়ের মুখপাত্র এক প্রশ্নের জবাবে এ কথা বলেন। তিনি বলেন, বাংলাদেশের সংখ্যালঘু সম্প্রদায়ের পরিস্থিতি সম্পর্কে ভারতের বক্তব্য সঠিক নয় এবং: [220, 365, 386, 524]
- story-body: বিশেষ প্রতিবেদক : বাংলাদেশের সংখ্যালঘু সম্প্রদায়ের পরিস্থিতি নিয়ে ভারতের পররাষ্ট্র মন্ত্রণালয়ের মুখপাত্রের বক্তব্যকে প্রত্যাখ্যান করেছে ঢাকা। গতকাল রোববার পররাষ্ট্র মন্ত্রণালয়ের মুখপাত্র এক প্রশ্নের জবাবে এ কথা বলেন। তিনি বলেন, বাংলাদেশের সংখ্যালঘু সম্প্রদায়ের পরিস্থিতি সম্পর্কে ভারতের বক্তব্য সঠিক নয় এবং তা বাস্তবতা বিবর্জিত। সরকার সকল নাগরিকের নিরাপত্তা নিশ্চিত করতে বদ্ধপরিকর। বিশেষ প্রতিবেদক : বাংলাদেশের সংখ্যালঘু সম্প্রদায়ের পরিস্থিতি নিয়ে ভারতের পররাষ্ট্র মন্ত্রণালয়ের মুখপাত্রের বক্তব্যকে প্রত্যাখ্যান করেছে ঢাকা। গতকাল রোববার পররাষ্ট্র মন্ত্রণালয়ের মুখপাত্র এক প্রশ্নের জবাবে এ কথা বলেন। তিনি বলেন, বাংলাদেশের সংখ্যালঘু সম্প্রদায়ের পরিস্থিতি সম্পর্কে ভারতের বক্তব্য সঠিক নয় এবং তা বাস্তবতা বিবর্জিত। সরকার সকল নাগরিকের নিরাপত্তা নিশ্চিত করতে বদ্ধপরিকর। বিশেষ প্রতিবেদক : বাংলাদেশের সংখ্যালঘু সম্প্রদায়ের: [392, 113, 542, 192]
- logo-text: আমার: [54, 52, 98, 70]
- story-body: বিশেষ প্রতিবেদক : বাংলাদেশের সংখ্যালঘু সম্প্রদায়ের পরিস্থিতি নিয়ে ভারতের পররাষ্ট্র মন্ত্রণালয়ের মুখপাত্রের বক্তব্যকে প্রত্যাখ্যান করেছে ঢাকা। গতকাল রোববার পররাষ্ট্র মন্ত্রণালয়ের মুখপাত্র এক প্রশ্নের জবাবে এ কথা বলেন। তিনি বলেন, বাংলাদেশের সংখ্যালঘু সম্প্রদায়ের পরিস্থিতি সম্পর্কে ভারতের বক্তব্য সঠিক নয় এবং তা বাস্তবতা বিবর্জিত। সরকার সকল নাগরিকের নিরাপত্তা নিশ্চিত করতে বদ্ধপরিকর। বিশেষ প্রতিবেদক : বাংলাদেশের সংখ্যালঘু সম্প্রদায়ের পরিস্থিতি নিয়ে ভারতের: [220, 632, 386, 672]
- story-body: বিশেষ প্রতিবেদক : বাংলাদেশের সংখ্যালঘু সম্প্রদায়ের পরিস্থিতি নিয়ে ভারতের পররাষ্ট্র মন্ত্রণালয়ের মুখপাত্রের বক্তব্যকে প্রত্যাখ্যান করেছে ঢাকা। গতকাল রোববার পররাষ্ট্র মন্ত্রণালয়ের মুখপাত্র এক প্রশ্নের জবাবে এ কথা বলেন। তিনি বলেন, বাংলাদেশের সংখ্যালঘু সম্প্রদায়ের পরিস্থিতি সম্পর্কে ভারতের বক্তব্য সঠিক নয় এবং তা বাস্তবতা বিবর্জিত। সরকার সকল নাগরিকের নিরাপত্তা নিশ্চিত করতে বদ্ধপরিকর। বিশেষ প্রতিবেদক : বাংলাদেশের সংখ্যালঘু সম্প্রদায়ের পরিস্থিতি নিয়ে ভারতের পররাষ্ট্র মন্ত্রণালয়ের মুখপাত্রের বক্তব্যকে প্রত্যাখ্যান করেছে ঢাকা। গতকাল রোববার পররাষ্ট্র মন্ত্রণালয়ের মুখপাত্র এক প্রশ্নের জবাবে এ কথা বলেন। তিনি বলেন, বাংলাদেশের সংখ্যালঘু সম্প্রদায়ের পরিস্থিতি সম্পর্কে ভারতের বক্তব্য সঠিক নয় এবং তা বাস্তবতা বিবর্জিত। সরকার সকল নাগরিকের নিরাপত্তা নিশ্চিত করতে বদ্ধপরিকর। বিশেষ প্রতিবেদক : বাংলাদেশের সংখ্যালঘু সম্প্রদায়ের পরিস্থিতি নিয়ে ভারতের পররাষ্ট্র মন্ত্রণালয়ের মুখপাত্রের বক্তব্যকে প্রত্যাখ্যান করেছে ঢাকা। গতকাল রোববার পররাষ্ট্র মন্ত্রণালয়ের মুখপাত্র এক প্রশ্নের জবাবে এ কথা বলেন। তিনি বলেন, বাংলাদেশের সংখ্যালঘু সম্প্রদায়ের পরিস্থিতি সম্পর্কে ভারতের বক্তব্য সঠিক নয় এবং তা বাস্তবতা বিবর্জিত। সরকার সকল নাগরিকের নিরাপত্তা নিশ্চিত করতে বদ্ধপরিকর। বিশেষ প্রতিবেদক : বাংলাদেশের সংখ্যালঘু সম্প্রদায়ের পরিস্থিতি নিয়ে ভারতের পররাষ্ট্র মন্ত্রণালয়ের মুখপাত্রের বক্তব্যকে প্রত্যাখ্যান করেছে ঢাকা। গতকাল রোববার পররাষ্ট্র মন্ত্রণালয়ের মুখপাত্র এক প্রশ্নের জবাবে এ কথা বলেন। তিনি বলেন, বাংলাদেশের সংখ্যালঘু সম্প্রদায়ের পরিস্থিতি সম্পর্কে ভারতের বক্তব্য সঠিক নয় এবং তা বাস্তবতা বিবর্জিত। সরকার সকল নাগরিকের নিরাপত্তা নিশ্চিত করতে বদ্ধপরিকর। বিশেষ প্রতিবেদক : বাংলাদেশের সংখ্যালঘু সম্প্রদায়ের পরিস্থিতি নিয়ে ভারতের পররাষ্ট্র মন্ত্রণালয়ের মুখপাত্রের বক্তব্যকে প্রত্যাখ্যান করেছে ঢাকা। গতকাল রোববার পররাষ্ট্র মন্ত্রণালয়ের মুখপাত্র এক প্রশ্নের জবাবে এ কথা বলেন। তিনি বলেন, বাংলাদেশের সংখ্যালঘু সম্প্রদায়ের পরিস্থিতি সম্পর্কে ভারতের বক্তব্য সঠিক নয় এবং তা বাস্তবতা বিবর্জিত। সরকার সকল নাগরিকের নিরাপত্তা নিশ্চিত করতে বদ্ধপরিকর। বিশেষ প্রতিবেদক : বাংলাদেশের সংখ্যালঘু সম্প্রদায়ের পরিস্থিতি নিয়ে ভারতের পররাষ্ট্র মন্ত্রণালয়ের মুখপাত্রের বক্তব্যকে প্রত্যাখ্যান করেছে ঢাকা। গতকাল রোববার পররাষ্ট্র মন্ত্রণালয়ের মুখপাত্র এক প্রশ্নের জবাবে এ কথা বলেন। তিনি বলেন, বাংলাদেশের সংখ্যালঘু সম্প্রদায়ের পরিস্থিতি সম্পর্কে ভারতের বক্তব্য সঠিক নয় এবং তা বাস্তবতা বিবর্জিত। সরকার সকল নাগরিকের নিরাপত্তা নিশ্চিত করতে বদ্ধপরিকর। বিশেষ প্রতিবেদক : বাংলাদেশের সংখ্যালঘু সম্প্রদায়ের পরিস্থিতি নিয়ে ভারতের পররাষ্ট্র মন্ত্রণালয়ের মুখপাত্রের বক্তব্যকে প্রত্যাখ্যান করেছে ঢাকা। গতকাল রোববার পররাষ্ট্র মন্ত্রণালয়ের মুখপাত্র এক প্রশ্নের জবাবে এ কথা বলেন। তিনি বলেন, বাংলাদেশের সংখ্যালঘু সম্প্রদায়ের পরিস্থিতি সম্পর্কে ভারতের বক্তব্য সঠিক নয় এবং তা বাস্তবতা বিবর্জিত। সরকার সকল নাগরিকের নিরাপত্তা নিশ্চিত করতে বদ্ধপরিকর। বিশেষ প্রতিবেদক : বাংলাদেশের সংখ্যালঘু সম্প্রদায়ের পরিস্থিতি নিয়ে ভারতের পররাষ্ট্র মন্ত্রণালয়ের মুখপাত্রের বক্তব্যকে প্রত্যাখ্যান করেছে ঢাকা। গতকাল রোববার পররাষ্ট্র মন্ত্রণালয়ের মুখপাত্র এক প্রশ্নের জবাবে এ কথা বলেন। তিনি বলেন, বাংলাদেশের সংখ্যালঘু সম্প্রদায়ের পরিস্থিতি সম্পর্কে ভারতের বক্তব্য সঠিক নয় এবং তা বাস্তবতা বিবর্জিত। সরকার সকল নাগরিকের নিরাপত্তা নিশ্চিত করতে বদ্ধপরিকর। বিশেষ প্রতিবেদক : বাংলাদেশের সংখ্যালঘু সম্প্রদায়ের পরিস্থিতি নিয়ে ভারতের পররাষ্ট্র মন্ত্রণালয়ের মুখপাত্রের বক্তব্যকে প্রত্যাখ্যান করেছে ঢাকা। গতকাল রোববার: [48, 122, 214, 399]
- story-headline[interactable]: আগামী ৩ জানুয়ারির মহাসমাবেশ স্থগিত করলো জামায়াত: [48, 405, 213, 436]
- news-story: [392, 858, 542, 1065]
- news-story: [392, 625, 542, 845]
- story-body: বিশেষ প্রতিবেদক : বাংলাদেশের সংখ্যালঘু সম্প্রদায়ের পরিস্থিতি নিয়ে ভারতের পররাষ্ট্র মন্ত্রণালয়ের মুখপাত্রের বক্তব্যকে প্রত্যাখ্যান করেছে ঢাকা। গতকাল রোববার পররাষ্ট্র মন্ত্রণালয়ের মুখপাত্র এক প্রশ্নের জবাবে এ কথা বলেন। তিনি বলেন, বাংলাদেশের সংখ্যালঘু সম্প্রদায়ের পরিস্থিতি সম্পর্কে ভারতের বক্তব্য সঠিক নয় এবং তা বাস্তবতা বিবর্জিত। সরকার সকল নাগরিকের নিরাপত্তা নিশ্চিত করতে বদ্ধপরিকর। বিশেষ প্রতিবেদক : বাংলাদেশের সংখ্যালঘু সম্প্রদায়ের পরিস্থিতি নিয়ে ভারতের পররাষ্ট্র মন্ত্রণালয়ের মুখপাত্রের বক্তব্যকে প্রত্যাখ্যান করেছে ঢাকা। গতকাল রোববার পররাষ্ট্র মন্ত্রণালয়ের মুখপাত্র এক প্রশ্নের জবাবে এ কথা বলেন। তিনি বলেন,: [48, 436, 214, 489]
- story-headline[interactable]: সারাদেশে মনোনয়নপত্র সংগ্রহ: [243, 343, 363, 355]
- column-4: [548, 88, 696, 901]
- story-headline[interactable]: মধ্যবিদের পাঠানই পেতে: [419, 625, 515, 637]
- continued-from-label: (প্রথম পাতার পর): [288, 356, 318, 362]
- story-body: বিশেষ প্রতিবেদক : বাংলাদেশের সংখ্যালঘু সম্প্রদায়ের পরিস্থিতি নিয়ে ভারতের পররাষ্ট্র মন্ত্রণালয়ের মুখপাত্রের বক্তব্যকে প্রত্যাখ্যান করেছে ঢাকা। গতকাল রোববার পররাষ্ট্র মন্ত্রণালয়ের মুখপাত্র এক প্রশ্নের জবাবে এ কথা বলেন। তিনি বলেন, বাংলাদেশের সংখ্যালঘু সম্প্রদায়ের পরিস্থিতি সম্পর্কে ভারতের বক্তব্য সঠিক নয় এবং তা বাস্তবতা বিবর্জিত। সরকার সকল নাগরিকের নিরাপত্তা নিশ্চিত করতে বদ্ধপরিকর। বিশেষ প্রতিবেদক : বাংলাদেশের সংখ্যালঘু সম্প্রদায়ের পরিস্থিতি নিয়ে ভারতের পররাষ্ট্র মন্ত্রণালয়ের মুখপাত্রের বক্তব্যকে প্রত্যাখ্যান করেছে ঢাকা। গতকাল রোববার পররাষ্ট্র মন্ত্রণালয়ের মুখপাত্র এক প্রশ্নের জবাবে এ কথা বলেন। তিনি বলেন, বাংলাদেশের সংখ্যালঘু সম্প্রদায়ের পরিস্থিতি সম্পর্কে ভারতের বক্তব্য সঠিক নয় এবং তা বাস্তবতা বিবর্জিত। সরকার সকল নাগরিকের নিরাপত্তা নিশ্চিত করতে বদ্ধপরিকর। বিশেষ প্রতিবেদক : বাংলাদেশের সংখ্যালঘু সম্প্রদায়ের পরিস্থিতি নিয়ে ভারতের পররাষ্ট্র মন্ত্রণালয়ের মুখপাত্রের বক্তব্যকে প্রত্যাখ্যান করেছে ঢাকা। গতকাল রোববার পররাষ্ট্র মন্ত্রণালয়ের মুখপাত্র এক প্রশ্নের জবাবে এ কথা বলেন। তিনি বলেন, বাংলাদেশের সংখ্যালঘু সম্প্রদায়ের পরিস্থিতি সম্পর্কে ভারতের বক্তব্য সঠিক নয় এবং তা বাস্তবতা বিবর্জিত। সরকার সকল নাগরিকের নিরাপত্তা নিশ্চিত করতে বদ্ধপরিকর। বিশেষ প্রতিবেদক : বাংলাদেশের সংখ্যালঘু সম্প্রদায়ের পরিস্থিতি নিয়ে ভারতের পররাষ্ট্র মন্ত্রণালয়ের মুখপাত্রের বক্তব্যকে প্রত্যাখ্যান করেছে ঢাকা। গতকাল রোববার পররাষ্ট্র মন্ত্রণালয়ের মুখপাত্র এক প্রশ্নের জবাবে এ কথা বলেন। তিনি বলেন, বাংলাদেশের সংখ্যালঘু সম্প্রদায়ের পরিস্থিতি সম্পর্কে ভারতের বক্তব্য সঠিক নয় এবং তা বাস্তবতা বিবর্জিত। সরকার সকল নাগরিকের নিরাপত্তা নিশ্চিত করতে বদ্ধপরিকর। বিশেষ প্রতিবেদক : বাংলাদেশের সংখ্যালঘু সম্প্রদায়ের পরিস্থিতি নিয়ে ভারতের পররাষ্ট্র মন্ত্রণালয়ের মুখপাত্রের বক্তব্যকে প্রত্যাখ্যান করেছে ঢাকা। গতকাল রোববার পররাষ্ট্র মন্ত্রণালয়ের মুখপাত্র এক প্রশ্নের জবাবে এ কথা বলেন। তিনি বলেন, বাংলাদেশের সংখ্যালঘু সম্প্রদায়ের পরিস্থিতি সম্পর্কে ভারতের বক্তব্য সঠিক নয় এবং তা বাস্তবতা বিবর্জিত। সরকার সকল নাগরিকের নিরাপত্তা নিশ্চিত করতে বদ্ধপরিকর। বিশেষ প্রতিবেদক : বাংলাদেশের সংখ্যালঘু সম্প্রদায়ের পরিস্থিতি নিয়ে ভারতের পররাষ্ট্র মন্ত্রণালয়ের মুখপাত্রের বক্তব্যকে প্রত্যাখ্যান করেছে ঢাকা। গতকাল রোববার পররাষ্ট্র মন্ত্রণালয়ের মুখপাত্র এক প্রশ্নের জবাবে এ কথা বলেন। তিনি বলেন, বাংলাদেশের সংখ্যালঘু সম্প্রদায়ের পরিস্থিতি সম্পর্কে ভারতের বক্তব্য সঠিক নয় এবং তা বাস্তবতা বিবর্জিত। সরকার সকল নাগরিকের নিরাপত্তা নিশ্চিত করতে বদ্ধপরিকর। বিশেষ প্রতিবেদক : বাংলাদেশের সংখ্যালঘু সম্প্রদায়ের পরিস্থিতি নিয়ে ভারতের পররাষ্ট্র মন্ত্রণালয়ের মুখপাত্রের বক্তব্যকে প্রত্যাখ্যান করেছে ঢাকা। গতকাল রোববার পররাষ্ট্র মন্ত্রণালয়ের মুখপাত্র এক প্রশ্নের জবাবে এ কথা বলেন। তিনি বলেন,: [48, 525, 214, 743]
- story-headline[interactable]: ভোটার হলেন তারেক রহমান: [246, 610, 360, 622]
- news-story: [48, 405, 214, 489]
- story-headline[interactable]: হাদি হত্যাকারীদের মেঘালয়ে: [411, 424, 523, 436]
- news-story: [220, 530, 386, 605]
- story-headline[interactable]: দেশকে অস্থির করার জন্য: [572, 91, 672, 102]
- story-headline[interactable]: মিডিয়া হচ্ছে সরকারের: [421, 858, 513, 869]
- story-body: বিশেষ প্রতিবেদক : বাংলাদেশের সংখ্যালঘু সম্প্রদায়ের পরিস্থিতি নিয়ে ভারতের পররাষ্ট্র মন্ত্রণালয়ের মুখপাত্রের বক্তব্যকে প্রত্যাখ্যান করেছে ঢাকা। গতকাল রোববার পররাষ্ট্র মন্ত্রণালয়ের মুখপাত্র এক প্রশ্নের জবাবে এ কথা বলেন। তিনি বলেন, বাংলাদেশের সংখ্যালঘু সম্প্রদায়ের পরিস্থিতি সম্পর্কে ভারতের বক্তব্য সঠিক নয় এবং তা বাস্তবতা বিবর্জিত। সরকার সকল নাগরিকের নিরাপত্তা নিশ্চিত করতে বদ্ধপরিকর। বিশেষ প্রতিবেদক : বাংলাদেশের সংখ্যালঘু সম্প্রদায়ের পরিস্থিতি নিয়ে ভারতের পররাষ্ট্র মন্ত্রণালয়ের মুখপাত্রের বক্তব্যকে প্রত্যাখ্যান করেছে ঢাকা। গতকাল রোববার পররাষ্ট্র মন্ত্রণালয়ের মুখপাত্র এক প্রশ্নের জবাবে এ কথা বলেন। তিনি বলেন, বাংলাদেশের সংখ্যালঘু সম্প্রদায়ের পরিস্থিতি সম্পর্কে ভারতের বক্তব্য সঠিক নয় এবং তা বাস্তবতা বিবর্জিত। সরকার সকল নাগরিকের নিরাপত্তা নিশ্চিত করতে বদ্ধপরিকর। বিশেষ প্রতিবেদক : বাংলাদেশের সংখ্যালঘু সম্প্রদায়ের পরিস্থিতি নিয়ে ভারতের পররাষ্ট্র মন্ত্রণালয়ের মুখপাত্রের বক্তব্যকে প্রত্যাখ্যান করেছে ঢাকা। গতকাল রোববার পররাষ্ট্র মন্ত্রণালয়ের মুখপাত্র এক প্রশ্নের জবাবে এ কথা বলেন। তিনি বলেন, বাংলাদেশের সংখ্যালঘু সম্প্রদায়ের পরিস্থিতি সম্পর্কে ভারতের বক্তব্য সঠিক নয় এবং তা বাস্তবতা বিবর্জিত। সরকার সকল নাগরিকের নিরাপত্তা নিশ্চিত করতে বদ্ধপরিকর। বিশেষ প্রতিবেদক : বাংলাদেশের সংখ্যালঘু সম্প্রদায়ের পরিস্থিতি নিয়ে ভারতের পররাষ্ট্র মন্ত্রণালয়ের মুখপাত্রের বক্তব্যকে প্রত্যাখ্যান করেছে ঢাকা। গতকাল রোববার পররাষ্ট্র মন্ত্রণালয়ের মুখপাত্র এক প্রশ্নের জবাবে এ কথা বলেন। তিনি বলেন, বাংলাদেশের সংখ্যালঘু সম্প্রদায়ের পরিস্থিতি সম্পর্কে ভারতের বক্তব্য সঠিক নয় এবং তা বাস্তবতা বিবর্জিত। সরকার সকল নাগরিকের নিরাপত্তা নিশ্চিত করতে বদ্ধপরিকর। বিশেষ প্রতিবেদক : বাংলাদেশের সংখ্যালঘু সম্প্রদায়ের পরিস্থিতি নিয়ে ভারতের পররাষ্ট্র মন্ত্রণালয়ের মুখপাত্রের বক্তব্যকে প্রত্যাখ্যান করেছে ঢাকা। গতকাল রোববার পররাষ্ট্র মন্ত্রণালয়ের মুখপাত্র এক প্রশ্নের জবাবে এ কথা বলেন। তিনি বলেন, বাংলাদেশের সংখ্যালঘু সম্প্রদায়ের পরিস্থিতি সম্পর্কে ভারতের বক্তব্য সঠিক নয় এবং তা বাস্তবতা বিবর্জিত। সরকার সকল নাগরিকের নিরাপত্তা নিশ্চিত করতে বদ্ধপরিকর। বিশেষ প্রতিবেদক : বাংলাদেশের সংখ্যালঘু সম্প্রদায়ের পরিস্থিতি নিয়ে ভারতের পররাষ্ট্র মন্ত্রণালয়ের মুখপাত্রের বক্তব্যকে প্রত্যাখ্যান করেছে ঢাকা।: [392, 220, 542, 418]
- news-story: [548, 91, 696, 707]
- news-story: [220, 678, 386, 740]
- continued-from-label: (প্রথম পাতার পর): [452, 1402, 482, 1408]
